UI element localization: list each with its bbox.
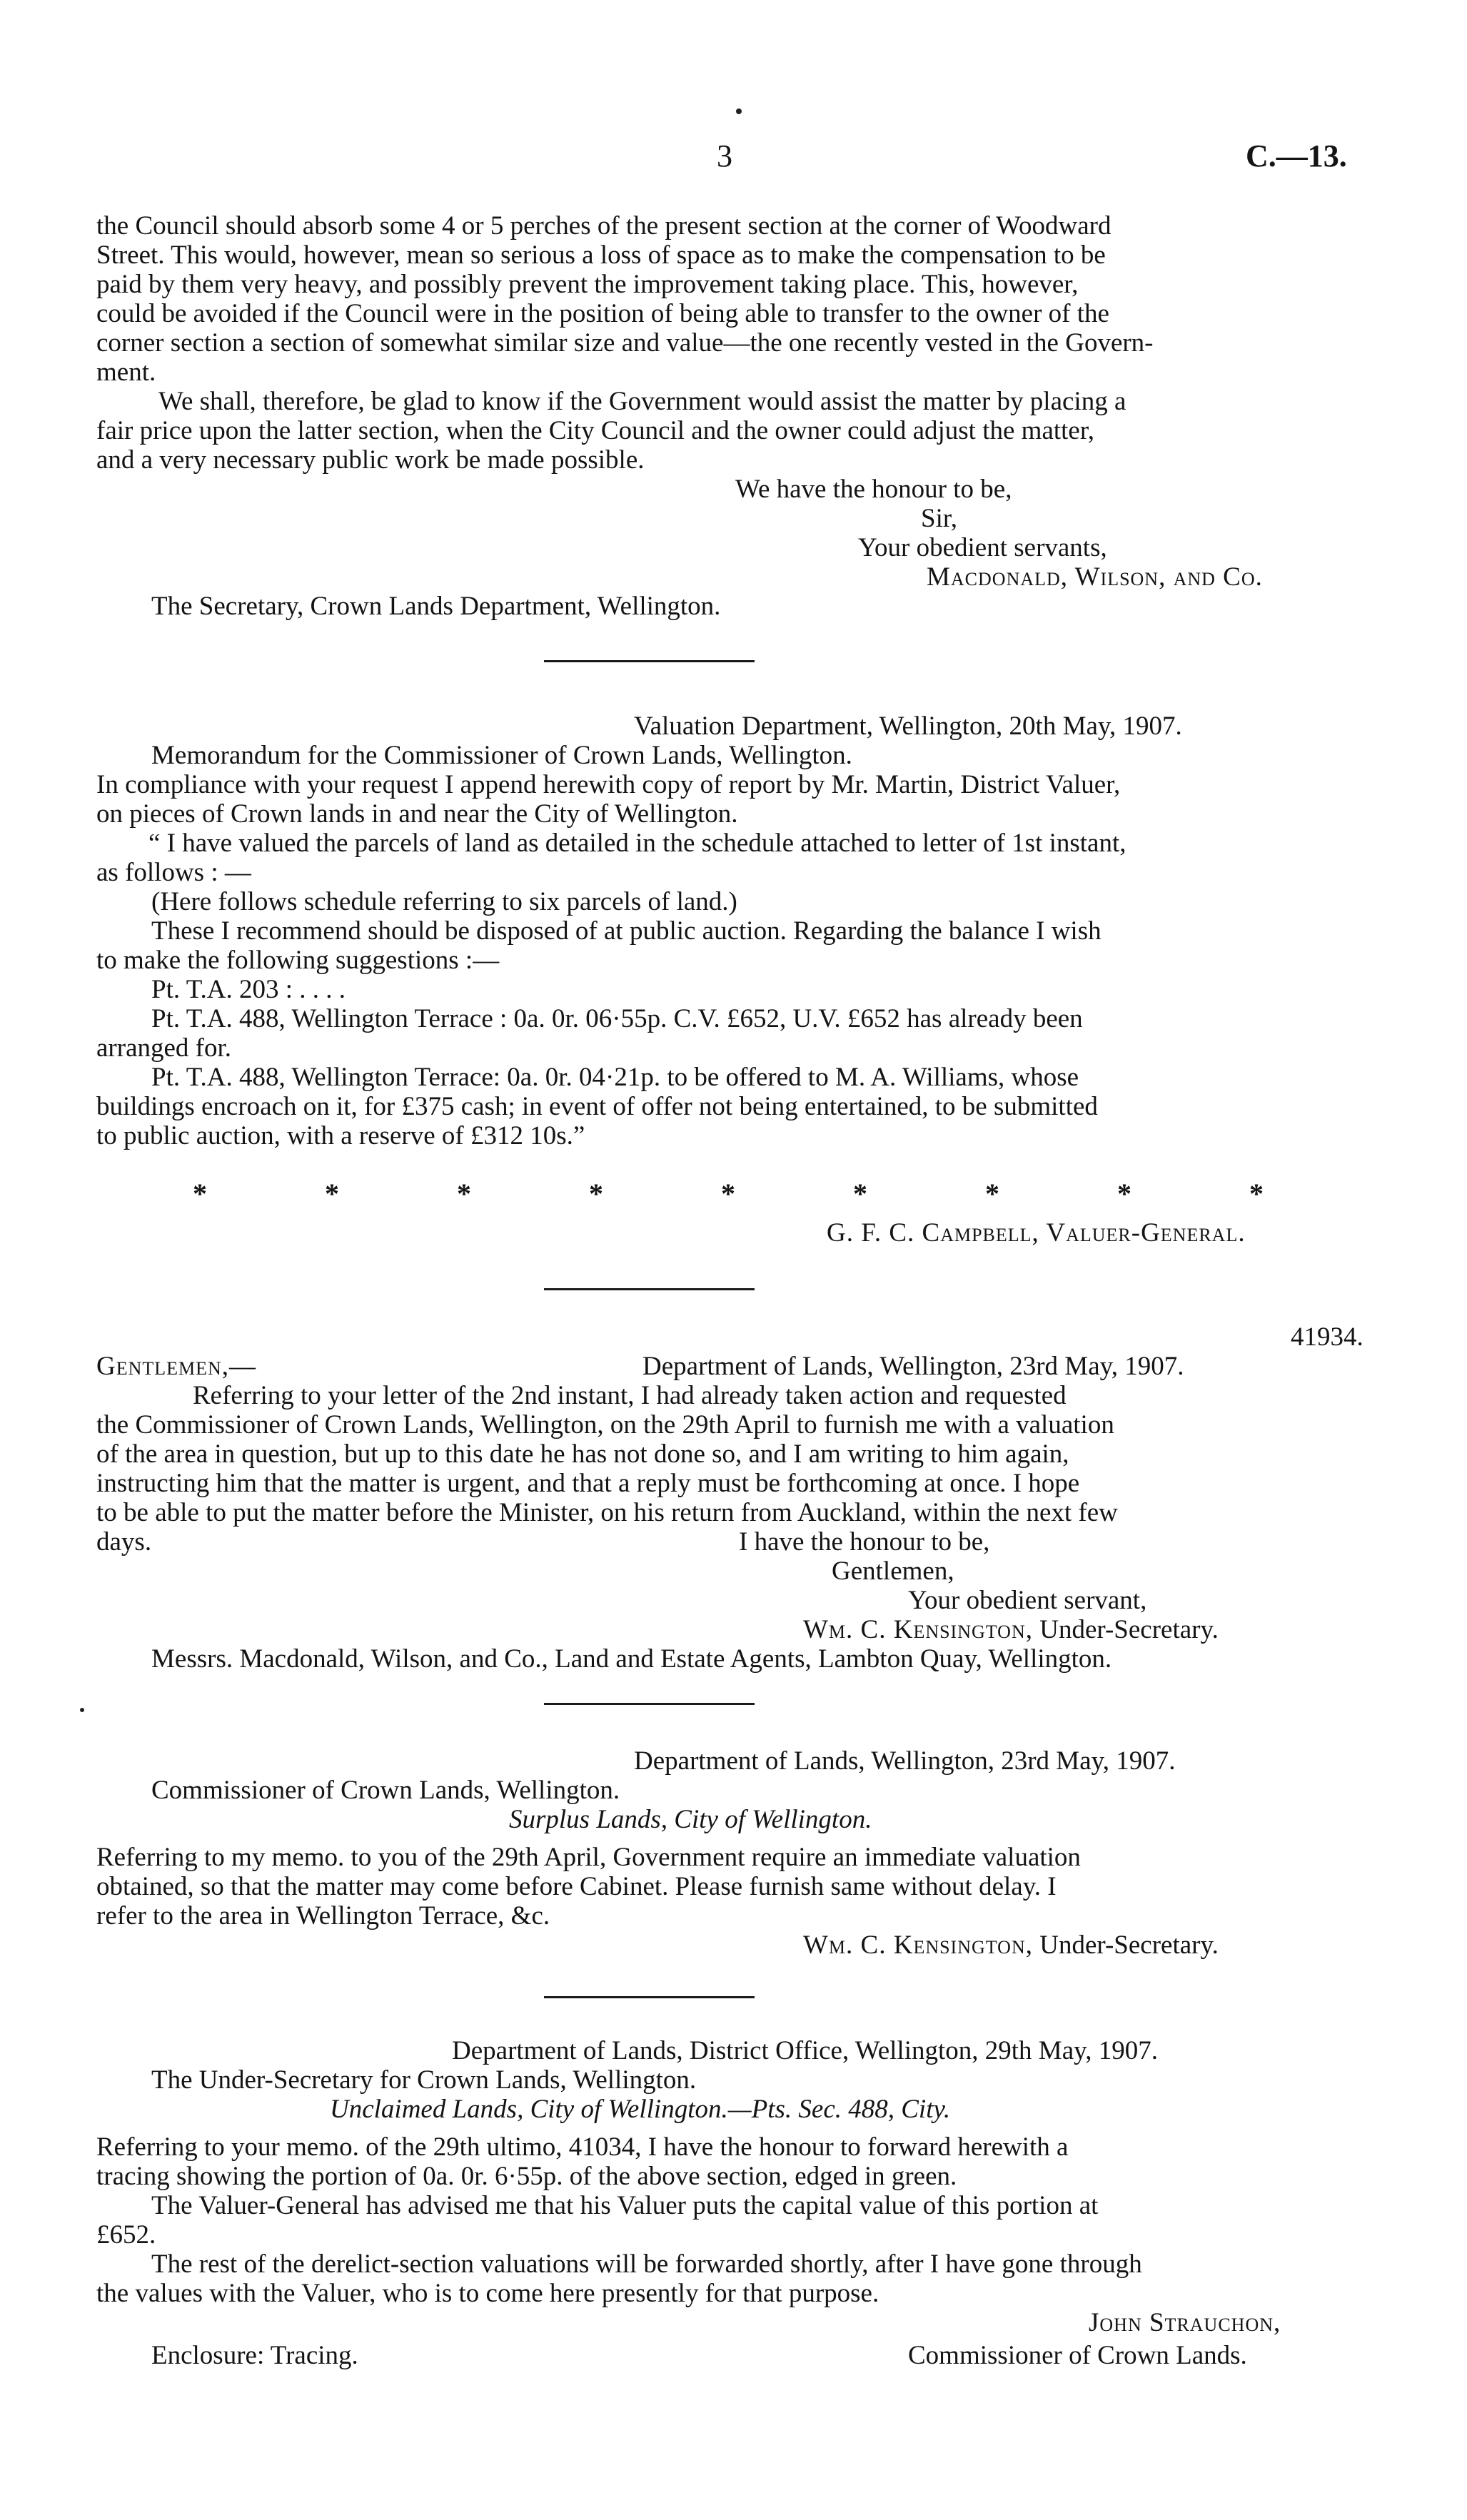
letter3-line: of the area in question, but up to this date he has not done so, and I am writing to him again, xyxy=(96,1439,1069,1469)
star-mark: * xyxy=(589,1178,603,1210)
memo-item: buildings encroach on it, for £375 cash; in event of offer not being entertained, to be submitted xyxy=(96,1092,1098,1121)
signature-title: Commissioner of Crown Lands. xyxy=(908,2341,1247,2370)
closing-line: Your obedient servants, xyxy=(858,533,1107,562)
letter3-line: the Commissioner of Crown Lands, Wellington, on the 29th April to furnish me with a valuation xyxy=(96,1410,1114,1439)
signature-name: John Strauchon, xyxy=(1089,2308,1281,2337)
memo-subject: Unclaimed Lands, City of Wellington.—Pts. Sec. 488, City. xyxy=(330,2095,951,2124)
memo-recipient: Memorandum for the Commissioner of Crown Lands, Wellington. xyxy=(151,741,852,770)
star-mark: * xyxy=(985,1178,999,1210)
speck-mark xyxy=(736,108,742,114)
signature xyxy=(803,1615,1219,1644)
memo-line: the values with the Valuer, who is to come here presently for that purpose. xyxy=(96,2279,879,2308)
memo-line: The Valuer-General has advised me that his Valuer puts the capital value of this portion at xyxy=(151,2191,1099,2220)
dateline: Department of Lands, Wellington, 23rd May, 1907. xyxy=(642,1352,1184,1381)
letter3-line: instructing him that the matter is urgent, and that a reply must be forthcoming at once. I hope xyxy=(96,1469,1080,1498)
memo-line: to make the following suggestions :— xyxy=(96,946,500,975)
signature: G. F. C. Campbell, Valuer-General. xyxy=(827,1218,1246,1248)
section-divider xyxy=(544,1703,755,1705)
signature-name: Wm. C. Kensington, xyxy=(803,1615,1033,1644)
enclosure-note: Enclosure: Tracing. xyxy=(151,2341,358,2370)
memo-line: The rest of the derelict-section valuations will be forwarded shortly, after I have gone through xyxy=(151,2250,1142,2279)
memo-item: arranged for. xyxy=(96,1033,232,1063)
section-divider xyxy=(544,660,755,662)
memo-line: “ I have valued the parcels of land as detailed in the schedule attached to letter of 1st instant, xyxy=(148,829,1126,858)
file-number: 41934. xyxy=(1291,1322,1363,1352)
memo-line: These I recommend should be disposed of at public auction. Regarding the balance I wish xyxy=(151,916,1101,946)
star-mark: * xyxy=(721,1178,735,1210)
letter1-line: fair price upon the latter section, when the City Council and the owner could adjust the matter, xyxy=(96,416,1094,445)
letter1-line: the Council should absorb some 4 or 5 perches of the present section at the corner of Woodward xyxy=(96,211,1111,241)
dateline: Department of Lands, Wellington, 23rd May, 1907. xyxy=(634,1746,1176,1776)
signature: Macdonald, Wilson, and Co. xyxy=(927,562,1263,592)
signature xyxy=(803,1931,1219,1960)
letter1-line: We shall, therefore, be glad to know if the Government would assist the matter by placing a xyxy=(158,387,1126,416)
memo-item: to public auction, with a reserve of £312 10s.” xyxy=(96,1121,585,1150)
memo-item: Pt. T.A. 488, Wellington Terrace: 0a. 0r. 04·21p. to be offered to M. A. Williams, whose xyxy=(151,1063,1079,1092)
memo-line: Referring to your memo. of the 29th ultimo, 41034, I have the honour to forward herewith a xyxy=(96,2132,1069,2162)
closing-line: We have the honour to be, xyxy=(735,475,1012,504)
memo-recipient: The Under-Secretary for Crown Lands, Wellington. xyxy=(151,2065,697,2095)
letter1-line: could be avoided if the Council were in the position of being able to transfer to the owner of the xyxy=(96,299,1109,328)
addressee: Messrs. Macdonald, Wilson, and Co., Land and Estate Agents, Lambton Quay, Wellington. xyxy=(151,1644,1112,1674)
letter1-line: corner section a section of somewhat similar size and value—the one recently vested in the Govern- xyxy=(96,328,1154,358)
closing-line: Gentlemen, xyxy=(832,1557,954,1586)
star-mark: * xyxy=(853,1178,867,1210)
dateline: Valuation Department, Wellington, 20th May, 1907. xyxy=(634,712,1182,741)
memo-line: obtained, so that the matter may come before Cabinet. Please furnish same without delay. I xyxy=(96,1872,1057,1901)
signature-title: Under-Secretary. xyxy=(1039,1615,1219,1644)
letter3-line: to be able to put the matter before the Minister, on his return from Auckland, within the next few xyxy=(96,1498,1118,1527)
star-mark: * xyxy=(193,1178,207,1210)
closing-line: I have the honour to be, xyxy=(739,1527,990,1557)
dateline: Department of Lands, District Office, Wellington, 29th May, 1907. xyxy=(452,2036,1158,2065)
star-mark: * xyxy=(325,1178,339,1210)
letter3-line: Referring to your letter of the 2nd instant, I had already taken action and requested xyxy=(193,1381,1067,1410)
speck-mark xyxy=(80,1708,84,1712)
star-mark: * xyxy=(457,1178,471,1210)
omission-stars xyxy=(193,1179,1335,1208)
memo-line: £652. xyxy=(96,2220,156,2250)
memo-line: tracing showing the portion of 0a. 0r. 6·55p. of the above section, edged in green. xyxy=(96,2162,957,2191)
memo-line: Referring to my memo. to you of the 29th April, Government require an immediate valuation xyxy=(96,1843,1081,1872)
star-mark: * xyxy=(1117,1178,1131,1210)
section-divider xyxy=(544,1288,755,1290)
memo-line: In compliance with your request I append herewith copy of report by Mr. Martin, District Valuer, xyxy=(96,770,1121,799)
letter1-line: paid by them very heavy, and possibly prevent the improvement taking place. This, however, xyxy=(96,270,1079,299)
memo-item: Pt. T.A. 203 : . . . . xyxy=(151,975,346,1004)
letter1-line: ment. xyxy=(96,358,156,387)
page-number: 3 xyxy=(717,138,732,173)
letter3-line: days. xyxy=(96,1527,152,1557)
section-divider xyxy=(544,1996,755,1998)
memo-item: Pt. T.A. 488, Wellington Terrace : 0a. 0r. 06·55p. C.V. £652, U.V. £652 has already been xyxy=(151,1004,1083,1033)
memo-line: on pieces of Crown lands in and near the City of Wellington. xyxy=(96,799,738,829)
star-mark: * xyxy=(1249,1178,1264,1210)
memo-line: (Here follows schedule referring to six parcels of land.) xyxy=(151,887,737,916)
addressee: The Secretary, Crown Lands Department, Wellington. xyxy=(151,592,721,621)
memo-recipient: Commissioner of Crown Lands, Wellington. xyxy=(151,1776,620,1805)
closing-line: Your obedient servant, xyxy=(908,1586,1147,1615)
salutation: Gentlemen,— xyxy=(96,1352,257,1381)
memo-line: as follows : — xyxy=(96,858,251,887)
letter1-line: and a very necessary public work be made possible. xyxy=(96,445,645,475)
closing-line: Sir, xyxy=(921,504,957,533)
document-reference: C.—13. xyxy=(1246,138,1347,173)
signature-name: Wm. C. Kensington, xyxy=(803,1931,1033,1960)
memo-line: refer to the area in Wellington Terrace, &c. xyxy=(96,1901,550,1931)
memo-subject: Surplus Lands, City of Wellington. xyxy=(509,1805,872,1834)
signature-title: Under-Secretary. xyxy=(1039,1931,1219,1960)
letter1-line: Street. This would, however, mean so serious a loss of space as to make the compensation to be xyxy=(96,241,1106,270)
